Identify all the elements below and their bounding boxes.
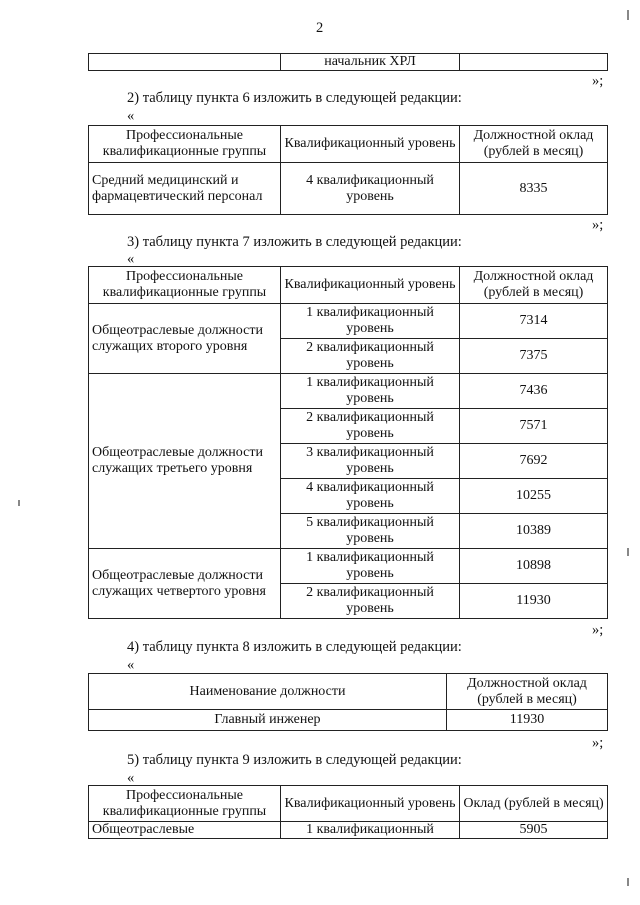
- open-quote: «: [127, 657, 135, 673]
- salary-cell: 7692: [460, 444, 608, 479]
- column-header: Квалификационный уровень: [281, 267, 460, 304]
- level-cell: 5 квалификационный уровень: [281, 514, 460, 549]
- table-point-7: [88, 266, 608, 619]
- salary-cell: 7571: [460, 409, 608, 444]
- scan-mark: [627, 878, 629, 886]
- salary-cell: 11930: [447, 710, 608, 731]
- table-header-row: [89, 126, 608, 163]
- section-heading: 4) таблицу пункта 8 изложить в следующей редакции:: [127, 639, 462, 655]
- column-header: Профессиональные квалификационные группы: [89, 126, 281, 163]
- section-heading: 2) таблицу пункта 6 изложить в следующей редакции:: [127, 90, 462, 106]
- table-header-row: [89, 674, 608, 710]
- column-header: Должностной оклад (рублей в месяц): [460, 267, 608, 304]
- table-row: [89, 374, 608, 409]
- salary-cell: 11930: [460, 584, 608, 619]
- column-header: Квалификационный уровень: [281, 786, 460, 822]
- open-quote: «: [127, 108, 135, 124]
- salary-cell: 8335: [460, 163, 608, 215]
- table-header-row: [89, 267, 608, 304]
- table-point-9: [88, 785, 608, 839]
- salary-cell: 10898: [460, 549, 608, 584]
- column-header: Профессиональные квалификационные группы: [89, 786, 281, 822]
- table-row: [89, 304, 608, 339]
- salary-cell: 5905: [460, 822, 608, 839]
- salary-cell: 7314: [460, 304, 608, 339]
- scan-mark: [627, 548, 629, 556]
- group-cell: Общеотраслевые: [89, 822, 281, 839]
- position-name-cell: Главный инженер: [89, 710, 447, 731]
- table-row: [89, 710, 608, 731]
- group-cell: Общеотраслевые должности служащих четвертого уровня: [89, 549, 281, 619]
- continued-table: [88, 53, 608, 71]
- table-point-6: [88, 125, 608, 215]
- group-cell: Общеотраслевые должности служащих второго уровня: [89, 304, 281, 374]
- level-cell: 1 квалификационный: [281, 822, 460, 839]
- table-row: [89, 822, 608, 839]
- column-header: Профессиональные квалификационные группы: [89, 267, 281, 304]
- table-row: [89, 549, 608, 584]
- group-cell: Общеотраслевые должности служащих третьего уровня: [89, 374, 281, 549]
- table-row: [89, 163, 608, 215]
- salary-cell: 7436: [460, 374, 608, 409]
- table-cell: начальник ХРЛ: [281, 54, 460, 71]
- group-cell: Средний медицинский и фармацевтический персонал: [89, 163, 281, 215]
- salary-cell: 10255: [460, 479, 608, 514]
- table-header-row: [89, 786, 608, 822]
- level-cell: 1 квалификационный уровень: [281, 304, 460, 339]
- table-point-8: [88, 673, 608, 731]
- column-header: Наименование должности: [89, 674, 447, 710]
- open-quote: «: [127, 251, 135, 267]
- column-header: Квалификационный уровень: [281, 126, 460, 163]
- scan-mark: [627, 10, 629, 20]
- open-quote: «: [127, 770, 135, 786]
- close-quote: »;: [592, 622, 604, 638]
- column-header: Должностной оклад (рублей в месяц): [460, 126, 608, 163]
- level-cell: 1 квалификационный уровень: [281, 374, 460, 409]
- level-cell: 3 квалификационный уровень: [281, 444, 460, 479]
- close-quote: »;: [592, 217, 604, 233]
- level-cell: 4 квалификационный уровень: [281, 479, 460, 514]
- salary-cell: 7375: [460, 339, 608, 374]
- level-cell: 2 квалификационный уровень: [281, 584, 460, 619]
- close-quote: »;: [592, 735, 604, 751]
- level-cell: 1 квалификационный уровень: [281, 549, 460, 584]
- page-number: 2: [316, 20, 324, 36]
- section-heading: 5) таблицу пункта 9 изложить в следующей редакции:: [127, 752, 462, 768]
- scan-mark: [18, 500, 20, 506]
- salary-cell: 10389: [460, 514, 608, 549]
- level-cell: 2 квалификационный уровень: [281, 409, 460, 444]
- column-header: Оклад (рублей в месяц): [460, 786, 608, 822]
- level-cell: 2 квалификационный уровень: [281, 339, 460, 374]
- section-heading: 3) таблицу пункта 7 изложить в следующей редакции:: [127, 234, 462, 250]
- column-header: Должностной оклад (рублей в месяц): [447, 674, 608, 710]
- level-cell: 4 квалификационный уровень: [281, 163, 460, 215]
- close-quote: »;: [592, 73, 604, 89]
